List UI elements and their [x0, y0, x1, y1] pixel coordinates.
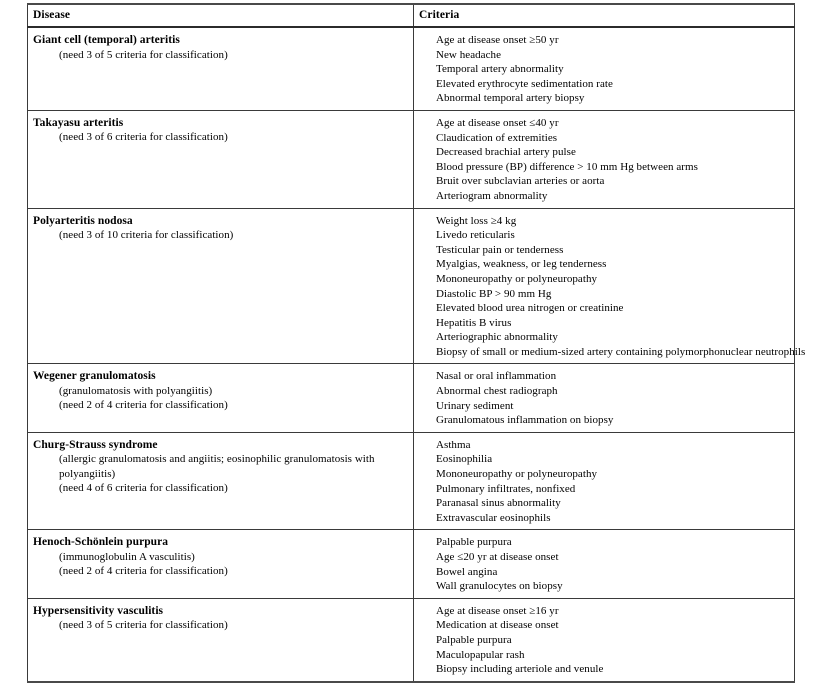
criteria-item: Extravascular eosinophils [436, 511, 551, 524]
criteria-item: Elevated blood urea nitrogen or creatinine [436, 302, 624, 315]
criteria-item: Age at disease onset ≥50 yr [436, 34, 559, 46]
criteria-item: Urinary sediment [436, 399, 514, 412]
disease-name: Henoch-Schönlein purpura [33, 536, 169, 549]
column-header-disease-label: Disease [33, 9, 71, 21]
criteria-cell-content [414, 364, 794, 431]
criteria-item: Arteriographic abnormality [436, 331, 558, 344]
criteria-item: Hepatitis B virus [436, 316, 512, 329]
disease-name: Churg-Strauss syndrome [33, 438, 158, 451]
disease-note: (need 4 of 6 criteria for classification) [59, 482, 228, 495]
disease-name: Giant cell (temporal) arteritis [33, 34, 180, 46]
criteria-cell-content [414, 28, 794, 110]
criteria-cell [414, 27, 795, 110]
column-header-criteria-label: Criteria [419, 9, 460, 21]
criteria-cell [414, 598, 795, 681]
criteria-item: Bruit over subclavian arteries or aorta [436, 175, 605, 188]
criteria-item: Pulmonary infiltrates, nonfixed [436, 482, 576, 495]
criteria-item: Biopsy of small or medium-sized artery containing polymorphonuclear neutrophils [436, 345, 806, 358]
criteria-item: Diastolic BP > 90 mm Hg [436, 287, 552, 300]
criteria-item: Age ≤20 yr at disease onset [436, 551, 559, 563]
disease-name: Polyarteritis nodosa [33, 214, 133, 227]
disease-cell [28, 432, 414, 530]
criteria-item: Temporal artery abnormality [436, 63, 564, 76]
disease-note: (immunoglobulin A vasculitis) [59, 550, 195, 563]
criteria-item: Asthma [436, 438, 471, 451]
criteria-item: Abnormal chest radiograph [436, 385, 558, 398]
disease-cell-content [28, 111, 413, 149]
criteria-item: Granulomatous inflammation on biopsy [436, 414, 614, 427]
disease-cell [28, 530, 414, 598]
criteria-item: Mononeuropathy or polyneuropathy [436, 272, 598, 285]
criteria-item: Elevated erythrocyte sedimentation rate [436, 77, 613, 90]
criteria-cell [414, 530, 795, 598]
disease-note: (need 3 of 5 criteria for classification) [59, 48, 228, 61]
criteria-cell-content [414, 209, 806, 364]
disease-name: Hypersensitivity vasculitis [33, 604, 164, 617]
criteria-cell [414, 110, 795, 208]
disease-note: (need 3 of 10 criteria for classification) [59, 229, 234, 242]
disease-cell-content [28, 209, 413, 247]
disease-note: (allergic granulomatosis and angiitis; eosinophilic granulomatosis with polyangiitis) [59, 453, 375, 480]
criteria-item: Blood pressure (BP) difference > 10 mm Hg between arms [436, 160, 698, 173]
column-header-disease [28, 4, 414, 27]
criteria-item: Abnormal temporal artery biopsy [436, 92, 585, 105]
table-header-row [28, 4, 795, 27]
disease-cell-content [28, 364, 413, 417]
criteria-item: Paranasal sinus abnormality [436, 497, 561, 510]
table-body [28, 27, 806, 682]
criteria-cell-content [414, 433, 794, 530]
criteria-item: Weight loss ≥4 kg [436, 214, 517, 227]
disease-cell [28, 364, 414, 432]
disease-note: (need 2 of 4 criteria for classification) [59, 399, 228, 412]
criteria-item: Livedo reticularis [436, 229, 515, 242]
vasculitis-classification-table-container [27, 3, 806, 683]
table-header [28, 4, 795, 27]
criteria-item: Mononeuropathy or polyneuropathy [436, 468, 598, 481]
criteria-cell-content [414, 111, 794, 208]
disease-note: (granulomatosis with polyangiitis) [59, 384, 213, 397]
criteria-item: Age at disease onset ≤40 yr [436, 116, 559, 129]
criteria-item: Palpable purpura [436, 633, 512, 646]
criteria-item: Claudication of extremities [436, 131, 558, 144]
criteria-item: Arteriogram abnormality [436, 189, 548, 202]
disease-name: Takayasu arteritis [33, 116, 124, 129]
disease-cell-content [28, 28, 413, 66]
table-row [28, 364, 795, 432]
criteria-cell [414, 364, 795, 432]
table-row [28, 530, 795, 598]
criteria-item: Medication at disease onset [436, 619, 559, 632]
disease-cell [28, 27, 414, 110]
criteria-item: Bowel angina [436, 565, 498, 578]
criteria-item: Palpable purpura [436, 536, 512, 549]
table-row [28, 27, 795, 110]
criteria-item: Myalgias, weakness, or leg tenderness [436, 258, 607, 271]
disease-cell-content [28, 530, 413, 583]
vasculitis-classification-table [27, 3, 806, 683]
table-row [28, 598, 795, 681]
criteria-item: Decreased brachial artery pulse [436, 146, 576, 159]
disease-cell [28, 208, 414, 364]
criteria-item: Testicular pain or tenderness [436, 243, 564, 256]
disease-note: (need 3 of 5 criteria for classification) [59, 619, 228, 632]
criteria-item: New headache [436, 48, 502, 61]
disease-note: (need 3 of 6 criteria for classification) [59, 131, 228, 144]
column-header-criteria [414, 4, 795, 27]
criteria-item: Biopsy including arteriole and venule [436, 663, 604, 676]
table-row [28, 208, 795, 364]
disease-cell [28, 598, 414, 681]
disease-cell-content [28, 433, 413, 500]
criteria-item: Age at disease onset ≥16 yr [436, 604, 559, 617]
criteria-cell [414, 208, 806, 364]
criteria-item: Nasal or oral inflammation [436, 370, 557, 383]
criteria-cell [414, 432, 795, 530]
criteria-item: Eosinophilia [436, 453, 493, 466]
disease-cell [28, 110, 414, 208]
table-row [28, 432, 795, 530]
criteria-item: Wall granulocytes on biopsy [436, 580, 563, 593]
disease-name: Wegener granulomatosis [33, 370, 156, 383]
criteria-item: Maculopapular rash [436, 648, 525, 661]
table-row [28, 110, 795, 208]
disease-note: (need 2 of 4 criteria for classification) [59, 565, 228, 578]
criteria-cell-content [414, 530, 794, 597]
disease-cell-content [28, 599, 413, 637]
